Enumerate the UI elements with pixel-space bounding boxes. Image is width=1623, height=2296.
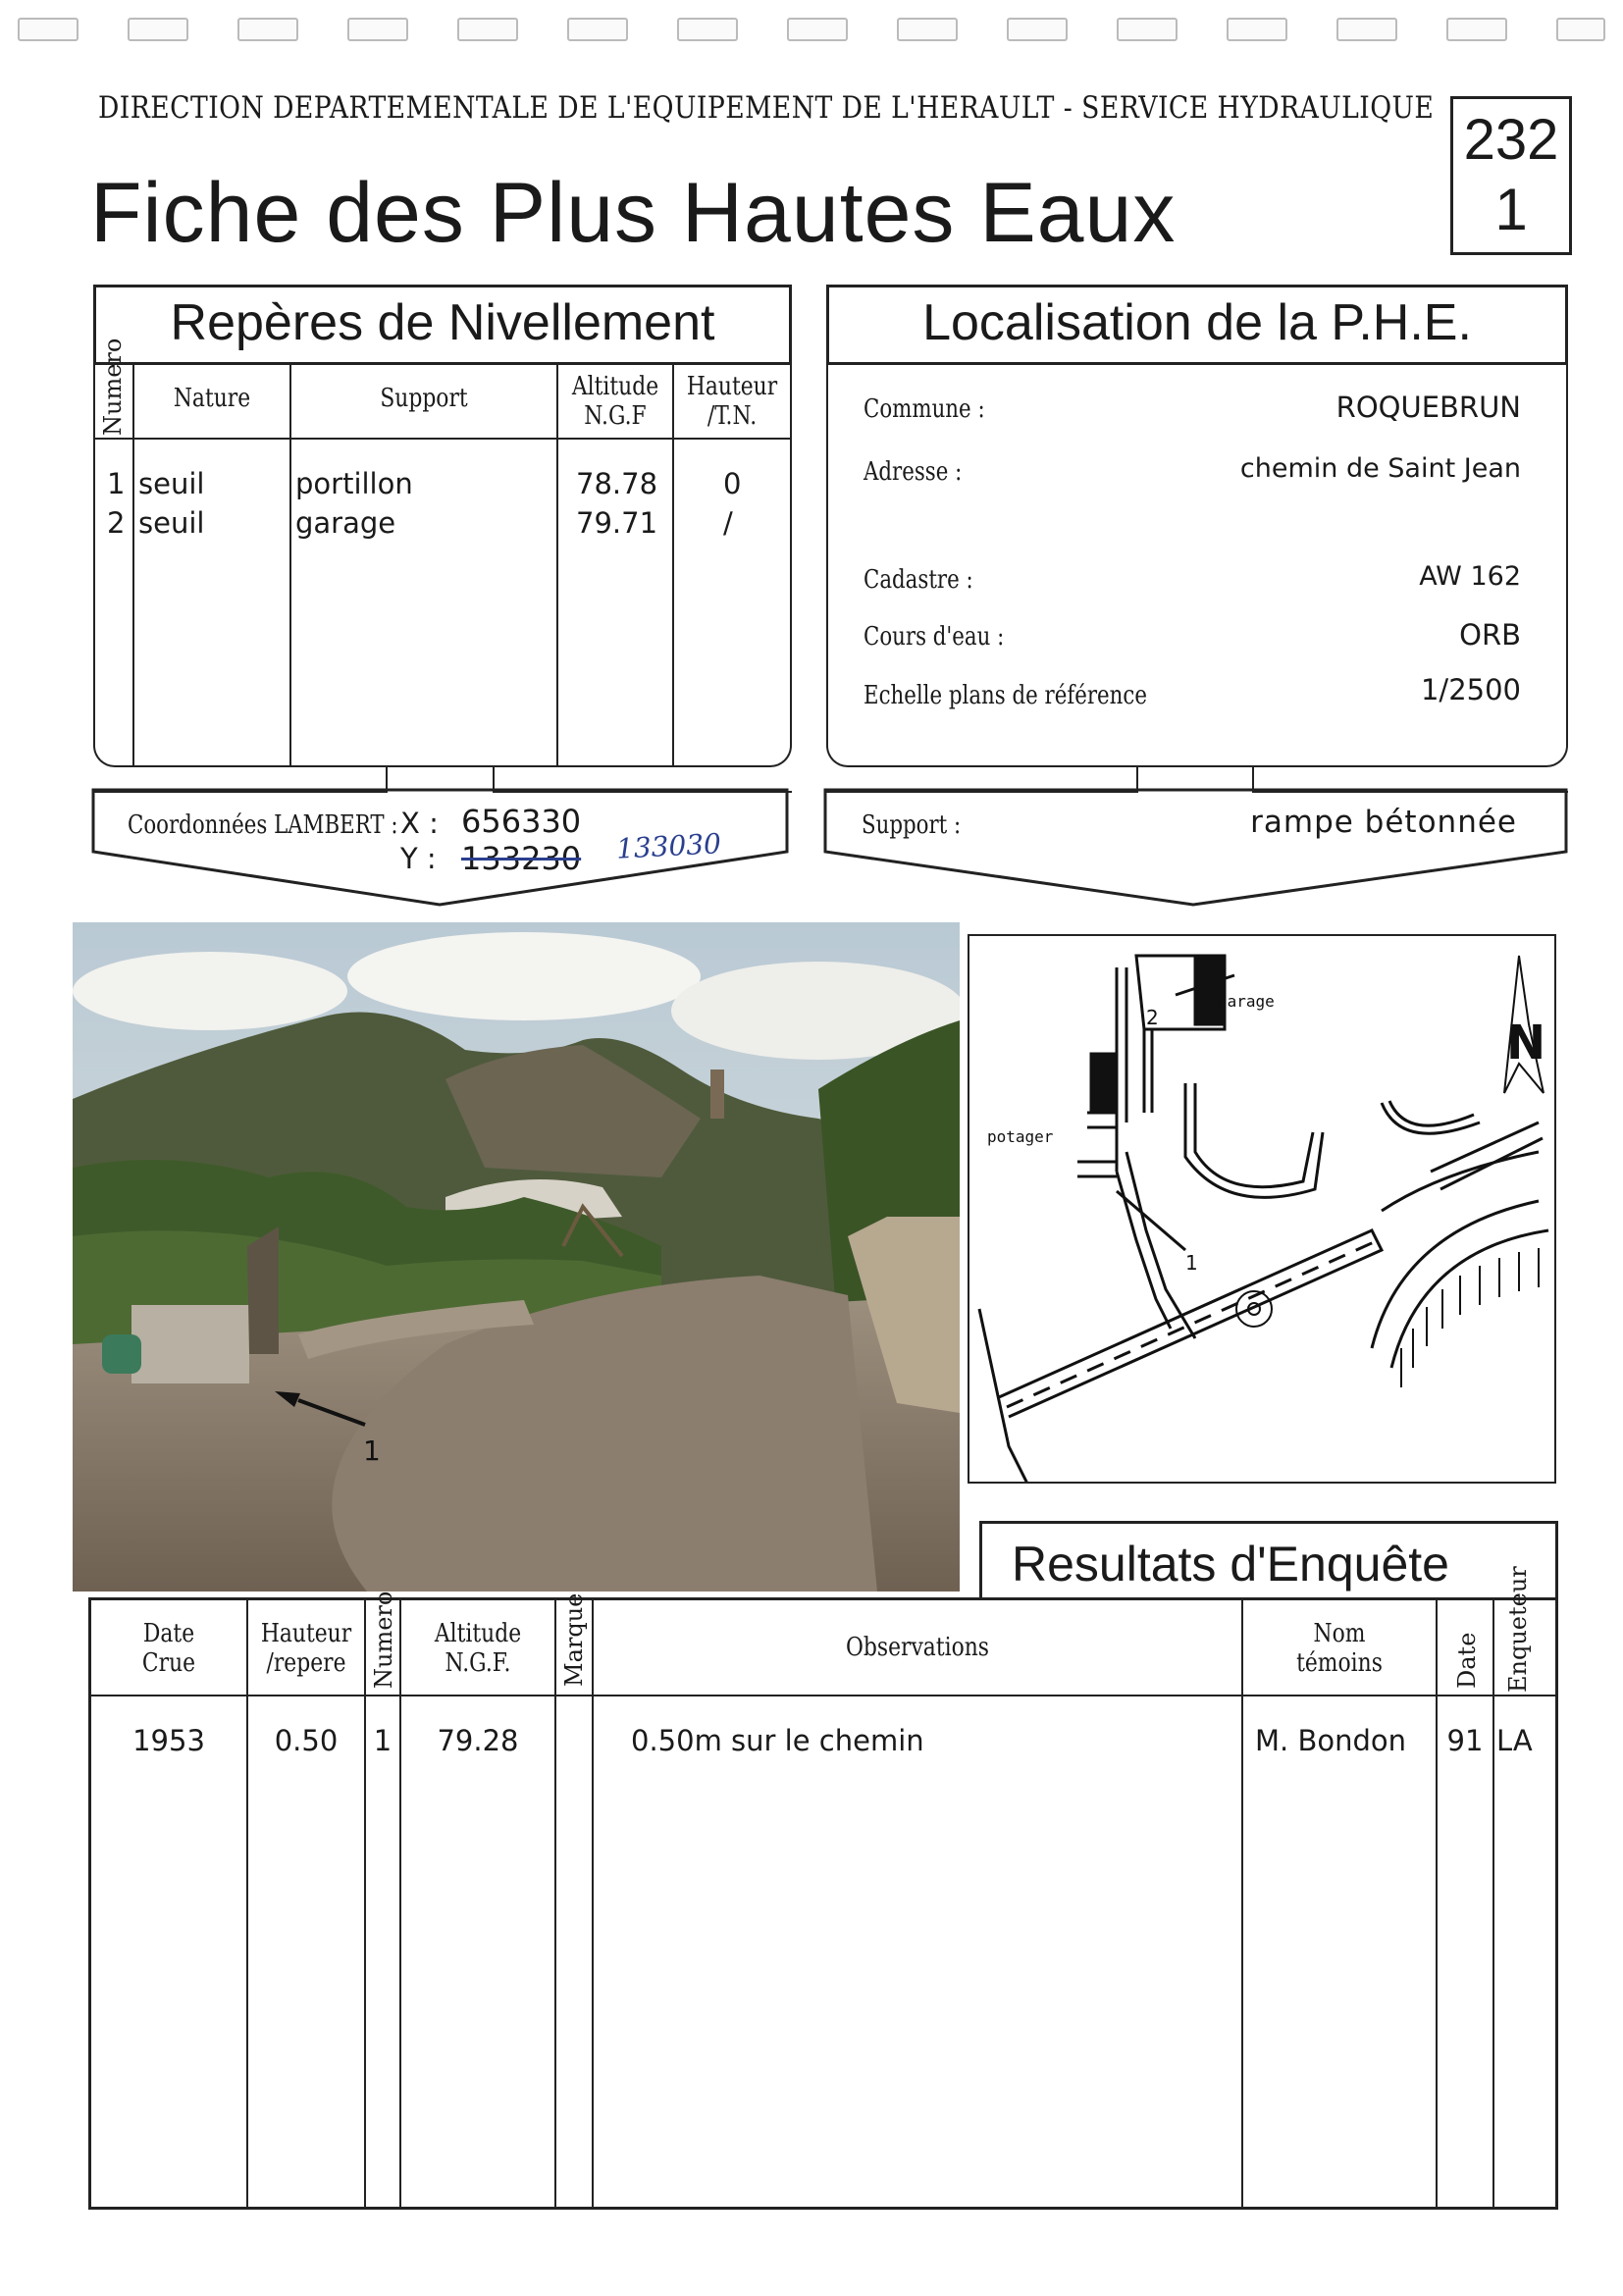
north-arrow-icon: N (1506, 1016, 1546, 1070)
binder-hole (1556, 18, 1605, 41)
col-date-crue-l1: Date (142, 1619, 195, 1648)
y-label: Y : (400, 842, 437, 875)
resultat-row-1-enqueteur: LA (1496, 1724, 1533, 1757)
col-date-crue-l2: Crue (141, 1647, 196, 1678)
sheet-number: 232 (1463, 108, 1559, 172)
reperes-table (93, 338, 792, 767)
x-value: 656330 (461, 803, 582, 840)
resultats-title-box (979, 1521, 1558, 1599)
lambert-label: Coordonnées LAMBERT : (128, 810, 398, 840)
plan-sketch (969, 936, 1554, 1482)
col-altitude-ngf-l2: N.G.F. (445, 1647, 511, 1678)
col-date: Date (1453, 1632, 1481, 1689)
cadastre-label: Cadastre : (864, 565, 973, 595)
resultat-row-1-observations: 0.50m sur le chemin (631, 1724, 924, 1757)
site-photo (73, 922, 960, 1592)
resultat-row-1-date-crue: 1953 (132, 1724, 205, 1757)
adresse-value: chemin de Saint Jean (1239, 453, 1521, 484)
repere-row-1-support: portillon (295, 467, 413, 500)
binder-hole (1446, 18, 1507, 41)
binder-hole (457, 18, 518, 41)
col-marque: Marque (560, 1592, 588, 1687)
resultat-row-1-hauteur: 0.50 (274, 1724, 339, 1757)
col-support: Support (380, 384, 468, 413)
col-hauteur-repere-l1: Hauteur (260, 1619, 352, 1648)
binder-hole (1117, 18, 1178, 41)
location-plan (968, 934, 1556, 1484)
resultats-table (88, 1566, 1558, 2210)
repere-row-1-hauteur: 0 (723, 467, 742, 500)
binder-hole (18, 18, 79, 41)
binder-hole (1227, 18, 1287, 41)
col-hauteur (683, 373, 780, 432)
repere-row-1-nature: seuil (138, 467, 205, 500)
repere-row-2-altitude: 79.71 (576, 506, 658, 540)
resultats-title: Resultats d'Enquête (1012, 1537, 1449, 1592)
binder-hole (787, 18, 848, 41)
cadastre-value: AW 162 (1419, 561, 1521, 592)
resultat-row-1-numero: 1 (373, 1724, 393, 1757)
page-title: Fiche des Plus Hautes Eaux (90, 166, 1177, 260)
commune-label: Commune : (864, 394, 985, 424)
col-numero: Numero (370, 1591, 397, 1689)
col-hauteur-repere-l2: /repere (266, 1647, 346, 1678)
col-nom-temoins-l2: témoins (1296, 1647, 1383, 1678)
col-hauteur-l1: Hauteur (686, 372, 778, 401)
agency-header: DIRECTION DEPARTEMENTALE DE L'EQUIPEMENT DE L'HERAULT - SERVICE HYDRAULIQUE (98, 90, 1435, 126)
y-value-struck: 133230 (461, 840, 582, 877)
resultat-row-1-nom: M. Bondon (1255, 1724, 1407, 1757)
reperes-title: Repères de Nivellement (170, 294, 715, 351)
commune-value: ROQUEBRUN (1335, 391, 1521, 424)
repere-row-2-numero: 2 (107, 506, 126, 540)
binder-hole (128, 18, 188, 41)
sheet-number-box (1450, 96, 1572, 255)
binder-hole (237, 18, 298, 41)
col-numero: Numero (99, 338, 127, 436)
adresse-label: Adresse : (864, 457, 963, 487)
col-date-crue (104, 1620, 235, 1679)
col-altitude-ngf-l1: Altitude (434, 1619, 522, 1648)
repere-row-1-altitude: 78.78 (576, 467, 658, 500)
binder-hole (347, 18, 408, 41)
plan-marker-2: 2 (1146, 1006, 1159, 1029)
binder-hole (1336, 18, 1397, 41)
repere-row-2-nature: seuil (138, 506, 205, 540)
col-enqueteur: Enqueteur (1504, 1566, 1532, 1693)
col-altitude-l1: Altitude (571, 372, 659, 401)
col-hauteur-repere (257, 1620, 354, 1679)
y-handwritten-correction: 133030 (615, 827, 722, 865)
binder-hole (567, 18, 628, 41)
echelle-value: 1/2500 (1420, 673, 1521, 706)
binder-hole (897, 18, 958, 41)
col-hauteur-l2: /T.N. (707, 400, 758, 431)
support-value: rampe bétonnée (1250, 805, 1517, 840)
resultat-row-1-altitude: 79.28 (437, 1724, 519, 1757)
cours-value: ORB (1459, 618, 1521, 652)
reperes-title-box (93, 285, 792, 365)
echelle-label: Echelle plans de référence (864, 681, 1147, 710)
binder-hole (1007, 18, 1068, 41)
sheet-index: 1 (1494, 177, 1528, 242)
resultat-row-1-date: 91 (1446, 1724, 1484, 1757)
x-label: X : (400, 807, 439, 840)
photo-marker: 1 (363, 1435, 381, 1467)
col-nom-temoins (1259, 1620, 1421, 1679)
col-altitude-l2: N.G.F (584, 400, 647, 431)
binder-hole (677, 18, 738, 41)
col-observations: Observations (845, 1633, 990, 1662)
localisation-title-box (826, 285, 1568, 365)
repere-row-1-numero: 1 (107, 467, 126, 500)
repere-row-2-support: garage (295, 506, 396, 540)
support-label: Support : (862, 810, 962, 840)
plan-label-potager: potager (987, 1127, 1054, 1146)
col-nom-temoins-l1: Nom (1313, 1619, 1366, 1648)
repere-row-2-hauteur: / (723, 506, 733, 540)
plan-marker-1: 1 (1185, 1251, 1198, 1275)
localisation-panel (826, 363, 1568, 767)
col-nature: Nature (173, 384, 251, 413)
col-altitude-ngf (413, 1620, 542, 1679)
cours-label: Cours d'eau : (864, 622, 1005, 652)
plan-label-garage: garage (1218, 992, 1275, 1011)
col-altitude (567, 373, 662, 432)
localisation-title: Localisation de la P.H.E. (922, 294, 1472, 351)
